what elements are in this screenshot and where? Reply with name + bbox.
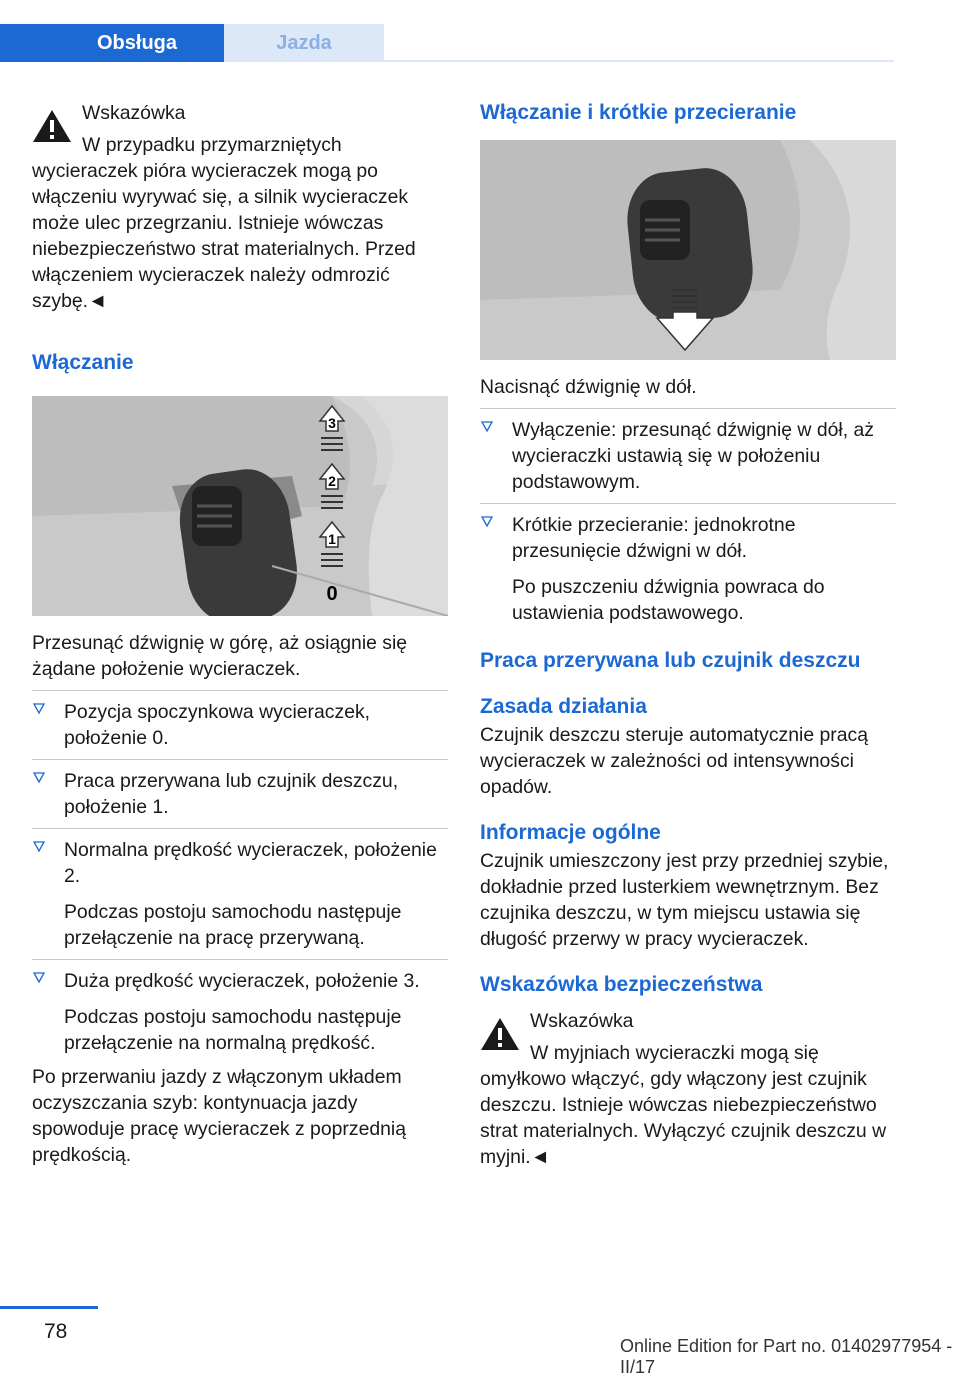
list-item <box>32 759 448 828</box>
warning-icon <box>480 1016 520 1052</box>
list-item <box>32 690 448 759</box>
lever-down-illustration <box>480 140 896 360</box>
list-item-note: Podczas postoju samochodu następuje przełączenie na pracę przerywaną. <box>64 901 402 949</box>
section-heading-rain: Praca przerywana lub czujnik deszczu <box>480 649 861 672</box>
list-item <box>32 959 448 1064</box>
list-item-note: Podczas postoju samochodu następuje przełączenie na normalną prędkość. <box>64 1006 402 1054</box>
triangle-bullet-icon <box>32 701 46 715</box>
right-column <box>480 100 896 1170</box>
list-item-text: Normalna prędkość wycieraczek, położenie 2. <box>64 839 437 887</box>
intro-text: Przesunąć dźwignię w górę, aż osiągnie się żądane położenie wycieraczek. <box>32 632 408 680</box>
warning-box <box>32 100 448 314</box>
figure-label-2: 2 <box>328 473 336 489</box>
subheading-general: Informacje ogólne <box>480 821 661 844</box>
warning-title: Wskazówka <box>530 1010 634 1032</box>
positions-list <box>32 690 448 1064</box>
page-number: 78 <box>44 1320 68 1343</box>
header-divider <box>384 60 894 62</box>
list-item <box>32 828 448 959</box>
general-text: Czujnik umieszczony jest przy przedniej szybie, dokładnie przed lusterkiem wewnętrznym. Bez czujnika deszczu, w tym miejscu ustawia się długość przerwy w pracy wycieraczek. <box>480 850 889 950</box>
warning-body: W przypadku przymarzniętych wycieraczek pióra wycieraczek mogą po włączeniu wyrywać się, a silnik wycieraczek może ulec przegrzaniu. Istnieje wówczas niebezpieczeństwo strat materialnych. Przed włączeniem wycieraczek należy odmrozić szybę.◄ <box>32 134 416 312</box>
principle-text: Czujnik deszczu steruje automatycznie pracą wycieraczek w zależności od intensywności opadów. <box>480 724 868 798</box>
intro-text: Nacisnąć dźwignię w dół. <box>480 376 697 398</box>
warning-icon <box>32 108 72 144</box>
triangle-bullet-icon <box>32 770 46 784</box>
tab-obsluga[interactable]: Obsługa <box>0 24 224 62</box>
triangle-bullet-icon <box>480 514 494 528</box>
page-header <box>0 0 960 64</box>
warning-body: W myjniach wycieraczki mogą się omyłkowo włączyć, gdy włączony jest czujnik deszczu. Istnieje wówczas niebezpieczeństwo strat materialnych. Wyłączyć czujnik deszczu w myjni.◄ <box>480 1042 887 1168</box>
list-item <box>480 503 896 634</box>
warning-title: Wskazówka <box>82 102 186 124</box>
list-item-text: Praca przerywana lub czujnik deszczu, położenie 1. <box>64 770 399 818</box>
list-item <box>480 408 896 503</box>
triangle-bullet-icon <box>32 970 46 984</box>
edition-text: Online Edition for Part no. 01402977954 - II/17 <box>620 1336 953 1377</box>
left-column <box>32 100 448 1168</box>
list-item-text: Wyłączenie: przesunąć dźwignię w dół, aż wycieraczki ustawią się w położeniu podstawowym. <box>512 419 874 493</box>
lever-figure-down <box>480 140 896 360</box>
subheading-safety: Wskazówka bezpieczeństwa <box>480 973 763 996</box>
lever-illustration <box>32 396 448 616</box>
lever-figure-up <box>32 396 448 616</box>
figure-label-1: 1 <box>328 531 336 547</box>
outro-text: Po przerwaniu jazdy z włączonym układem oczyszczania szyb: kontynuacja jazdy spowoduje pracę wycieraczek z poprzednią prędkością. <box>32 1066 407 1166</box>
section-heading: Włączanie <box>32 351 134 374</box>
subheading-principle: Zasada działania <box>480 695 647 718</box>
list-item-note: Po puszczeniu dźwignia powraca do ustawienia podstawowego. <box>512 576 825 624</box>
list-item-text: Krótkie przecieranie: jednokrotne przesunięcie dźwigni w dół. <box>512 514 796 562</box>
warning-box <box>480 1008 896 1170</box>
actions-list <box>480 408 896 634</box>
triangle-bullet-icon <box>480 419 494 433</box>
figure-label-3: 3 <box>328 415 336 431</box>
list-item-text: Duża prędkość wycieraczek, położenie 3. <box>64 970 420 992</box>
triangle-bullet-icon <box>32 839 46 853</box>
figure-label-0: 0 <box>326 583 338 605</box>
tab-jazda[interactable]: Jazda <box>224 24 384 62</box>
footer-divider <box>0 1306 98 1309</box>
section-heading: Włączanie i krótkie przecieranie <box>480 101 797 124</box>
list-item-text: Pozycja spoczynkowa wycieraczek, położenie 0. <box>64 701 371 749</box>
